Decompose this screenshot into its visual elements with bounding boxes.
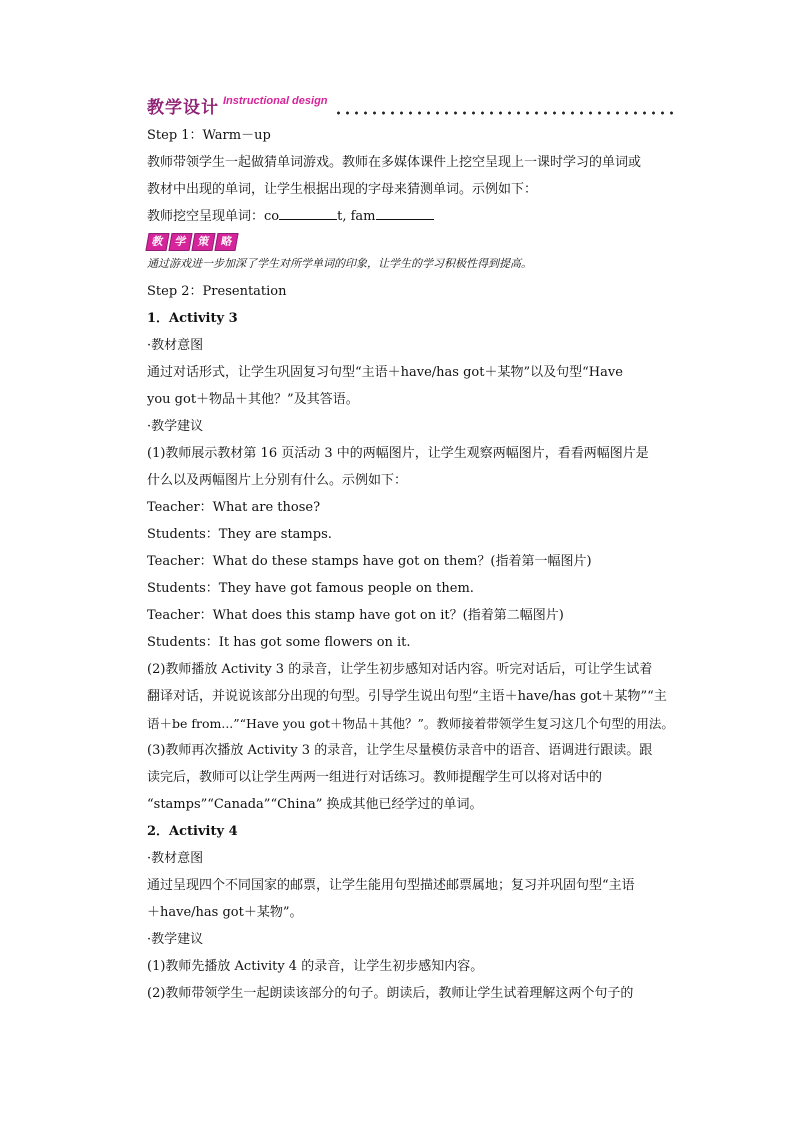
activity4-intent-line1: 通过呈现四个不同国家的邮票，让学生能用句型描述邮票属地；复习并巩固句型“主语 bbox=[147, 878, 635, 893]
dialog-line: Teacher：What does this stamp have got on it？(指着第二幅图片) bbox=[147, 608, 564, 623]
activity3-s1-line2: 什么以及两幅图片上分别有什么。示例如下： bbox=[147, 473, 408, 488]
strategy-char-4: 略 bbox=[214, 233, 238, 251]
activity4-s1: (1)教师先播放 Activity 4 的录音，让学生初步感知内容。 bbox=[147, 959, 484, 974]
activity3-intent-line2: you got＋物品＋其他？”及其答语。 bbox=[147, 392, 359, 407]
example-mid: t, fam bbox=[337, 209, 376, 224]
strategy-char-3: 策 bbox=[191, 233, 215, 251]
step1-para1-line1 bbox=[147, 149, 677, 176]
example-prefix: 教师挖空呈现单词：co bbox=[147, 209, 280, 224]
activity3-s1-line1: (1)教师展示教材第 16 页活动 3 中的两幅图片，让学生观察两幅图片，看看两幅图片是 bbox=[147, 446, 649, 461]
dialog-line: Teacher：What are those? bbox=[147, 500, 321, 515]
activity3-s3-line3: “stamps”“Canada”“China” 换成其他已经学过的单词。 bbox=[147, 797, 483, 812]
activity3-title: 1．Activity 3 bbox=[147, 311, 238, 326]
activity3-intent-line1: 通过对话形式，让学生巩固复习句型“主语＋have/has got＋某物”以及句型“Have bbox=[147, 365, 623, 380]
section-title: 教学设计 bbox=[147, 98, 219, 118]
dialog-line: Students：It has got some flowers on it. bbox=[147, 635, 411, 650]
step2-heading: Step 2：Presentation bbox=[147, 284, 287, 299]
activity3-s2-line2: 翻译对话，并说说该部分出现的句型。引导学生说出句型“主语＋have/has got＋某物”“主 bbox=[147, 689, 667, 704]
text: 教师带领学生一起做猜单词游戏。教师在多媒体课件上挖空呈现上一课时学习的单词或 bbox=[147, 155, 642, 170]
activity4-title: 2．Activity 4 bbox=[147, 824, 238, 839]
activity3-s3-line1: (3)教师再次播放 Activity 3 的录音，让学生尽量模仿录音中的语音、语调进行跟读。跟 bbox=[147, 743, 653, 758]
activity4-suggest-label: ·教学建议 bbox=[147, 932, 204, 947]
step1-example bbox=[147, 203, 677, 230]
strategy-char-1: 教 bbox=[145, 233, 169, 251]
step1-para1-line2: 教材中出现的单词，让学生根据出现的字母来猜测单词。示例如下： bbox=[147, 182, 538, 197]
blank-1 bbox=[279, 207, 337, 220]
activity3-s3-line2: 读完后，教师可以让学生两两一组进行对话练习。教师提醒学生可以将对话中的 bbox=[147, 770, 603, 785]
activity3-suggest-label: ·教学建议 bbox=[147, 419, 204, 434]
dotted-rule bbox=[334, 110, 677, 116]
activity4-intent-line2: ＋have/has got＋某物”。 bbox=[147, 905, 303, 920]
dialog-line: Teacher：What do these stamps have got on them？(指着第一幅图片) bbox=[147, 554, 592, 569]
activity4-intent-label: ·教材意图 bbox=[147, 851, 204, 866]
section-subtitle: Instructional design bbox=[223, 95, 328, 107]
dialog-line: Students：They are stamps. bbox=[147, 527, 332, 542]
strategy-badge bbox=[147, 233, 677, 251]
section-header bbox=[147, 92, 677, 118]
blank-2 bbox=[376, 207, 434, 220]
strategy-text: 通过游戏进一步加深了学生对所学单词的印象，让学生的学习积极性得到提高。 bbox=[147, 257, 532, 270]
activity4-s2: (2)教师带领学生一起朗读该部分的句子。朗读后，教师让学生试着理解这两个句子的 bbox=[147, 986, 634, 1001]
strategy-char-2: 学 bbox=[168, 233, 192, 251]
dialog-line: Students：They have got famous people on them. bbox=[147, 581, 474, 596]
activity3-s2-line3: 语＋be from...”“Have you got＋物品＋其他？”。教师接着带领学生复习这几个句型的用法。 bbox=[147, 716, 674, 731]
activity3-s2-line1: (2)教师播放 Activity 3 的录音，让学生初步感知对话内容。听完对话后，可让学生试着 bbox=[147, 662, 653, 677]
document-page bbox=[147, 92, 677, 1007]
activity3-intent-label: ·教材意图 bbox=[147, 338, 204, 353]
step1-heading: Step 1：Warm－up bbox=[147, 128, 271, 143]
